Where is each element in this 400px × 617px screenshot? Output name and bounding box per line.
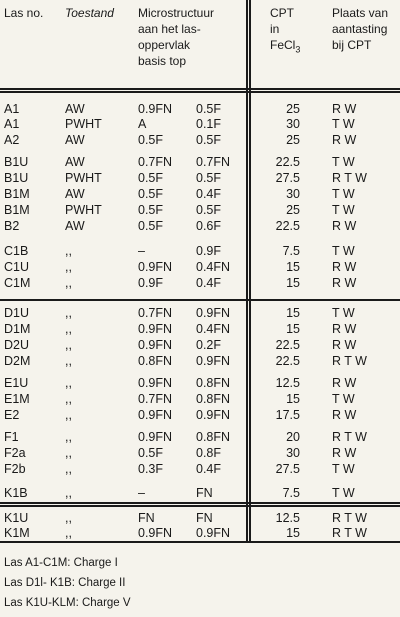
cell-cpt — [262, 243, 300, 259]
cell-toestand: ,, — [65, 260, 72, 274]
table-row — [0, 445, 400, 461]
cpt-value: 27.5 — [275, 171, 300, 185]
cell-cpt — [262, 305, 300, 321]
cpt-value: 12.5 — [275, 511, 300, 525]
cell-cpt — [262, 186, 300, 202]
cell-las-no: C1U — [4, 260, 30, 274]
cell-top: 0.7FN — [196, 155, 231, 169]
cell-plaats: R T W — [332, 354, 367, 368]
cell-toestand: AW — [65, 102, 85, 116]
cell-toestand: AW — [65, 133, 85, 147]
cell-cpt — [262, 445, 300, 461]
table-row — [0, 485, 400, 501]
cell-cpt — [262, 525, 300, 541]
cell-top: 0.8F — [196, 446, 222, 460]
cell-plaats: T W — [332, 486, 355, 500]
cell-cpt — [262, 259, 300, 275]
cpt-value: 15 — [286, 306, 300, 320]
cell-plaats: R T W — [332, 526, 367, 540]
cell-plaats: T W — [332, 306, 355, 320]
cell-las-no: E1M — [4, 392, 30, 406]
cell-las-no: K1M — [4, 526, 30, 540]
cell-top: 0.5F — [196, 171, 222, 185]
cell-basis: 0.9FN — [138, 322, 173, 336]
cell-plaats: R W — [332, 102, 357, 116]
table-row — [0, 218, 400, 234]
table-row — [0, 321, 400, 337]
cell-plaats: T W — [332, 203, 355, 217]
cell-las-no: B1U — [4, 155, 29, 169]
cell-cpt — [262, 510, 300, 526]
table-row — [0, 243, 400, 259]
cell-cpt — [262, 275, 300, 291]
cell-top: 0.9FN — [196, 354, 231, 368]
header-microstructuur: Microstructuur aan het las- oppervlak basis top — [138, 6, 215, 68]
cell-top: 0.4F — [196, 187, 222, 201]
cell-cpt — [262, 485, 300, 501]
cell-las-no: D2U — [4, 338, 30, 352]
cell-cpt — [262, 391, 300, 407]
cell-cpt — [262, 353, 300, 369]
cell-basis: 0.9FN — [138, 260, 173, 274]
cell-cpt — [262, 337, 300, 353]
cell-las-no: B1M — [4, 187, 30, 201]
table-row — [0, 353, 400, 369]
cell-basis: FN — [138, 511, 155, 525]
cell-top: 0.8FN — [196, 376, 231, 390]
cell-basis: 0.7FN — [138, 392, 173, 406]
cell-las-no: B1M — [4, 203, 30, 217]
cpt-value: 25 — [286, 102, 300, 116]
cell-plaats: R W — [332, 338, 357, 352]
table-row — [0, 407, 400, 423]
section-rule-2-top — [0, 502, 400, 504]
cell-toestand: PWHT — [65, 117, 102, 131]
header-cpt-subscript: 3 — [295, 44, 301, 55]
header-las-no: Las no. — [4, 6, 44, 20]
cell-top: 0.8FN — [196, 430, 231, 444]
cell-basis: 0.9FN — [138, 526, 173, 540]
cpt-value: 25 — [286, 133, 300, 147]
cell-toestand: ,, — [65, 462, 72, 476]
cell-basis: 0.9FN — [138, 430, 173, 444]
cell-las-no: D1U — [4, 306, 30, 320]
cell-cpt — [262, 321, 300, 337]
cell-plaats: R W — [332, 276, 357, 290]
cell-basis: 0.5F — [138, 203, 164, 217]
cell-plaats: R W — [332, 376, 357, 390]
cell-basis: 0.9FN — [138, 408, 173, 422]
header-cpt — [270, 5, 300, 57]
cell-basis: – — [138, 244, 145, 258]
header-plaats: Plaats van aantasting bij CPT — [332, 6, 389, 52]
cell-plaats: R T W — [332, 430, 367, 444]
cell-basis: 0.5F — [138, 446, 164, 460]
table-row — [0, 391, 400, 407]
cpt-value: 15 — [286, 276, 300, 290]
table-row — [0, 132, 400, 148]
header-cpt-text: CPT in FeCl — [270, 6, 296, 52]
cell-top: 0.4FN — [196, 260, 231, 274]
cell-basis: 0.5F — [138, 133, 164, 147]
cell-toestand: ,, — [65, 276, 72, 290]
cell-top: 0.5F — [196, 203, 222, 217]
cell-basis: 0.9FN — [138, 102, 173, 116]
cell-toestand: ,, — [65, 511, 72, 525]
cell-plaats: R T W — [332, 171, 367, 185]
cell-toestand: ,, — [65, 322, 72, 336]
table-row — [0, 275, 400, 291]
cell-top: 0.1F — [196, 117, 222, 131]
cell-plaats: T W — [332, 187, 355, 201]
cell-cpt — [262, 429, 300, 445]
cell-las-no: D2M — [4, 354, 31, 368]
cell-toestand: ,, — [65, 526, 72, 540]
cell-las-no: K1B — [4, 486, 28, 500]
cell-top: 0.4F — [196, 276, 222, 290]
cell-top: 0.4F — [196, 462, 222, 476]
table-row — [0, 154, 400, 170]
table-row — [0, 101, 400, 117]
cell-plaats: R W — [332, 133, 357, 147]
table-row — [0, 375, 400, 391]
cell-cpt — [262, 461, 300, 477]
cpt-value: 30 — [286, 446, 300, 460]
cell-toestand: ,, — [65, 244, 72, 258]
section-rule-1 — [0, 299, 400, 301]
table-row — [0, 461, 400, 477]
cell-top: 0.9F — [196, 244, 222, 258]
cell-toestand: ,, — [65, 392, 72, 406]
cell-top: 0.5F — [196, 102, 222, 116]
cell-plaats: R W — [332, 446, 357, 460]
cpt-value: 20 — [286, 430, 300, 444]
footnotes — [4, 553, 131, 613]
table-row — [0, 202, 400, 218]
cell-toestand: ,, — [65, 408, 72, 422]
cell-toestand: ,, — [65, 306, 72, 320]
cpt-value: 25 — [286, 203, 300, 217]
cell-basis: 0.5F — [138, 171, 164, 185]
cpt-value: 22.5 — [275, 219, 300, 233]
cell-plaats: T W — [332, 117, 355, 131]
cell-plaats: T W — [332, 392, 355, 406]
cell-basis: 0.9FN — [138, 376, 173, 390]
cell-toestand: AW — [65, 187, 85, 201]
cell-top: 0.9FN — [196, 408, 231, 422]
footnote-charge-5: Las K1U-KLM: Charge V — [4, 597, 131, 609]
cpt-value: 30 — [286, 187, 300, 201]
cell-cpt — [262, 170, 300, 186]
cell-cpt — [262, 132, 300, 148]
cpt-value: 30 — [286, 117, 300, 131]
cell-top: 0.9FN — [196, 306, 231, 320]
cell-cpt — [262, 101, 300, 117]
cpt-value: 17.5 — [275, 408, 300, 422]
cpt-value: 15 — [286, 322, 300, 336]
cpt-value: 15 — [286, 526, 300, 540]
cpt-value: 15 — [286, 392, 300, 406]
cell-las-no: C1B — [4, 244, 29, 258]
cell-las-no: A1 — [4, 117, 20, 131]
table-row — [0, 186, 400, 202]
table-header — [0, 0, 400, 88]
cpt-value: 15 — [286, 260, 300, 274]
cell-cpt — [262, 154, 300, 170]
footnote-charge-1: Las A1-C1M: Charge I — [4, 557, 118, 569]
cell-toestand: ,, — [65, 486, 72, 500]
cell-top: FN — [196, 486, 213, 500]
cell-las-no: E1U — [4, 376, 29, 390]
table-row — [0, 525, 400, 541]
cell-toestand: PWHT — [65, 203, 102, 217]
cell-las-no: K1U — [4, 511, 29, 525]
cell-cpt — [262, 218, 300, 234]
cell-top: FN — [196, 511, 213, 525]
cell-top: 0.4FN — [196, 322, 231, 336]
cpt-value: 12.5 — [275, 376, 300, 390]
cell-basis: 0.5F — [138, 187, 164, 201]
cell-plaats: R W — [332, 260, 357, 274]
cell-las-no: A2 — [4, 133, 20, 147]
cell-las-no: D1M — [4, 322, 31, 336]
footnote-charge-2: Las D1l- K1B: Charge II — [4, 577, 126, 589]
cpt-value: 22.5 — [275, 354, 300, 368]
cpt-value: 7.5 — [282, 486, 300, 500]
cell-las-no: B2 — [4, 219, 20, 233]
cpt-value: 22.5 — [275, 155, 300, 169]
cell-top: 0.6F — [196, 219, 222, 233]
cell-top: 0.8FN — [196, 392, 231, 406]
cell-basis: 0.9F — [138, 276, 164, 290]
cell-plaats: R W — [332, 408, 357, 422]
cell-las-no: F2a — [4, 446, 26, 460]
cell-cpt — [262, 407, 300, 423]
cell-top: 0.2F — [196, 338, 222, 352]
cell-basis: 0.3F — [138, 462, 164, 476]
cell-cpt — [262, 375, 300, 391]
cell-basis: A — [138, 117, 147, 131]
cell-top: 0.5F — [196, 133, 222, 147]
cell-cpt — [262, 202, 300, 218]
cell-plaats: T W — [332, 244, 355, 258]
cell-toestand: AW — [65, 155, 85, 169]
table-row — [0, 429, 400, 445]
table-row — [0, 510, 400, 526]
cell-plaats: T W — [332, 155, 355, 169]
cell-cpt — [262, 116, 300, 132]
cell-basis: 0.8FN — [138, 354, 173, 368]
header-rule-top — [0, 88, 400, 90]
cell-basis: – — [138, 486, 145, 500]
table-bottom-rule — [0, 541, 400, 543]
header-toestand: Toestand — [65, 6, 114, 20]
cell-toestand: ,, — [65, 430, 72, 444]
cell-basis: 0.9FN — [138, 338, 173, 352]
cell-basis: 0.5F — [138, 219, 164, 233]
cell-top: 0.9FN — [196, 526, 231, 540]
cell-las-no: F2b — [4, 462, 26, 476]
cell-las-no: C1M — [4, 276, 31, 290]
cell-las-no: B1U — [4, 171, 29, 185]
cell-plaats: R W — [332, 322, 357, 336]
cpt-value: 7.5 — [282, 244, 300, 258]
cpt-value: 22.5 — [275, 338, 300, 352]
cell-las-no: E2 — [4, 408, 20, 422]
cell-toestand: PWHT — [65, 171, 102, 185]
cell-plaats: T W — [332, 462, 355, 476]
cell-toestand: ,, — [65, 376, 72, 390]
cell-basis: 0.7FN — [138, 306, 173, 320]
cpt-value: 27.5 — [275, 462, 300, 476]
section-rule-2-bottom — [0, 505, 400, 507]
table-row — [0, 116, 400, 132]
cell-toestand: ,, — [65, 338, 72, 352]
cell-las-no: F1 — [4, 430, 19, 444]
table-row — [0, 170, 400, 186]
cell-plaats: R T W — [332, 511, 367, 525]
table-row — [0, 259, 400, 275]
cell-las-no: A1 — [4, 102, 20, 116]
cell-basis: 0.7FN — [138, 155, 173, 169]
cell-toestand: AW — [65, 219, 85, 233]
cell-plaats: R W — [332, 219, 357, 233]
cell-toestand: ,, — [65, 446, 72, 460]
table-row — [0, 305, 400, 321]
cell-toestand: ,, — [65, 354, 72, 368]
table-row — [0, 337, 400, 353]
header-rule-bottom — [0, 91, 400, 93]
